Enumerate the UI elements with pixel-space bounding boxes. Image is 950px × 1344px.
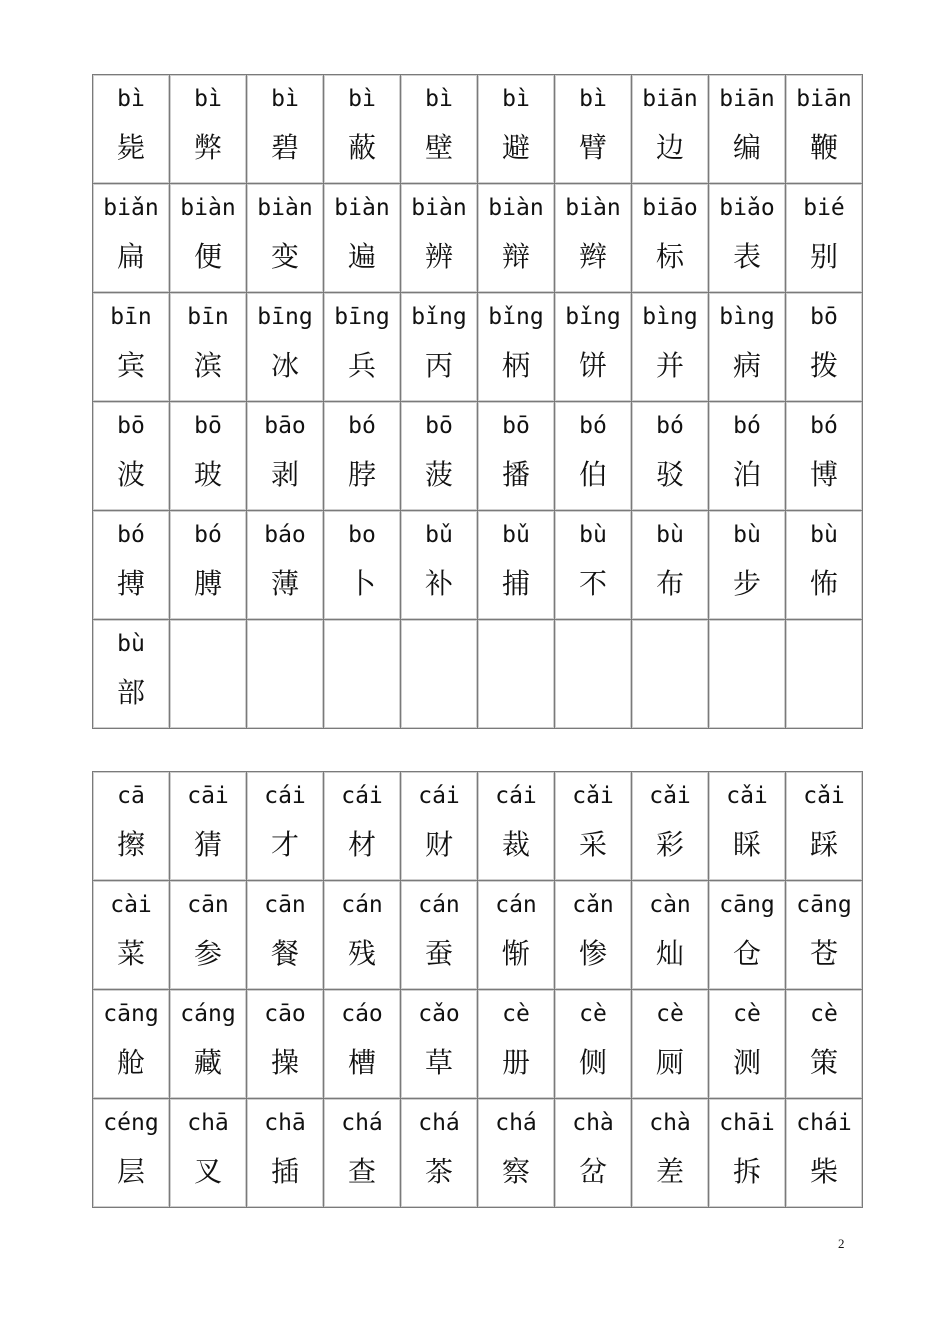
pinyin-text: bó (579, 413, 607, 439)
pinyin-text: bì (425, 86, 453, 112)
pinyin-text: biàn (411, 195, 467, 221)
character-cell (170, 402, 247, 511)
character-cell (709, 184, 786, 293)
character-cell (555, 293, 632, 402)
hanzi-character: 舱 (116, 1046, 145, 1079)
hanzi-character: 编 (732, 131, 761, 164)
character-cell (247, 184, 324, 293)
pinyin-text: bǔ (425, 522, 453, 548)
pinyin-text: chá (341, 1110, 383, 1136)
hanzi-character: 差 (655, 1155, 684, 1188)
hanzi-character: 卜 (347, 567, 376, 600)
character-cell (247, 1099, 324, 1208)
character-cell (632, 511, 709, 620)
character-cell (93, 1099, 170, 1208)
character-cell (401, 184, 478, 293)
table-row (93, 990, 863, 1099)
hanzi-character: 博 (809, 458, 838, 491)
character-cell (555, 402, 632, 511)
hanzi-character: 采 (578, 828, 607, 861)
hanzi-character: 遍 (347, 240, 376, 273)
hanzi-character: 捕 (501, 567, 530, 600)
hanzi-character: 宾 (116, 349, 145, 382)
pinyin-text: cǎi (726, 783, 768, 809)
table-row (93, 881, 863, 990)
character-cell (478, 990, 555, 1099)
character-cell (401, 511, 478, 620)
pinyin-text: bǐng (488, 304, 544, 330)
pinyin-text: cái (418, 783, 460, 809)
pinyin-text: cǎi (649, 783, 691, 809)
hanzi-character: 变 (270, 240, 299, 273)
character-cell (478, 293, 555, 402)
character-cell (786, 772, 863, 881)
hanzi-character: 辩 (501, 240, 530, 273)
hanzi-character: 柴 (809, 1155, 838, 1188)
pinyin-text: bù (579, 522, 607, 548)
character-cell (478, 511, 555, 620)
hanzi-character: 菠 (424, 458, 453, 491)
hanzi-character: 脖 (347, 458, 376, 491)
pinyin-text: bǐng (411, 304, 467, 330)
pinyin-text: bo (348, 522, 376, 548)
character-cell (401, 402, 478, 511)
hanzi-character: 惭 (501, 937, 530, 970)
character-cell (632, 402, 709, 511)
character-cell (93, 511, 170, 620)
hanzi-character: 边 (655, 131, 684, 164)
character-cell (401, 293, 478, 402)
pinyin-text: cè (579, 1001, 607, 1027)
pinyin-text: biǎo (719, 195, 775, 221)
hanzi-character: 饼 (578, 349, 607, 382)
character-cell (247, 772, 324, 881)
pinyin-text: cái (341, 783, 383, 809)
character-cell (401, 772, 478, 881)
character-cell (632, 620, 709, 729)
pinyin-text: cè (502, 1001, 530, 1027)
hanzi-character: 拨 (809, 349, 838, 382)
pinyin-text: biān (719, 86, 775, 112)
hanzi-character: 测 (732, 1046, 761, 1079)
pinyin-text: cán (418, 892, 460, 918)
character-cell (93, 881, 170, 990)
pinyin-text: bù (117, 631, 145, 657)
character-cell (478, 881, 555, 990)
character-cell (247, 402, 324, 511)
pinyin-text: cāng (719, 892, 775, 918)
pinyin-text: biàn (488, 195, 544, 221)
pinyin-text: cáo (341, 1001, 383, 1027)
pinyin-table-b (92, 74, 863, 729)
table-row (93, 75, 863, 184)
pinyin-text: céng (103, 1110, 159, 1136)
hanzi-character: 便 (193, 240, 222, 273)
character-cell (632, 1099, 709, 1208)
character-cell (247, 511, 324, 620)
hanzi-character: 剥 (270, 458, 299, 491)
hanzi-character: 怖 (809, 567, 838, 600)
pinyin-text: biàn (565, 195, 621, 221)
character-cell (401, 881, 478, 990)
character-cell (478, 772, 555, 881)
character-cell (478, 1099, 555, 1208)
character-cell (709, 990, 786, 1099)
pinyin-text: bō (502, 413, 530, 439)
pinyin-text: chā (264, 1110, 306, 1136)
pinyin-text: bì (117, 86, 145, 112)
hanzi-character: 藏 (193, 1046, 222, 1079)
pinyin-text: cán (495, 892, 537, 918)
character-cell (170, 75, 247, 184)
hanzi-character: 伯 (578, 458, 607, 491)
hanzi-character: 叉 (193, 1155, 222, 1188)
pinyin-text: bù (810, 522, 838, 548)
pinyin-text: bìng (642, 304, 698, 330)
character-cell (170, 772, 247, 881)
table-row (93, 1099, 863, 1208)
character-cell (170, 990, 247, 1099)
pinyin-text: bié (803, 195, 845, 221)
pinyin-text: bó (348, 413, 376, 439)
pinyin-text: bù (656, 522, 684, 548)
character-cell (324, 511, 401, 620)
character-cell (247, 990, 324, 1099)
character-cell (786, 184, 863, 293)
character-cell (170, 620, 247, 729)
character-cell (555, 990, 632, 1099)
character-cell (786, 620, 863, 729)
character-cell (170, 293, 247, 402)
hanzi-character: 猜 (193, 828, 222, 861)
hanzi-character: 册 (501, 1046, 530, 1079)
character-cell (786, 881, 863, 990)
pinyin-text: bìng (719, 304, 775, 330)
pinyin-text: biàn (257, 195, 313, 221)
character-cell (93, 620, 170, 729)
character-cell (709, 293, 786, 402)
character-cell (93, 990, 170, 1099)
pinyin-text: chā (187, 1110, 229, 1136)
hanzi-character: 泊 (732, 458, 761, 491)
pinyin-text: bǐng (565, 304, 621, 330)
character-cell (170, 184, 247, 293)
pinyin-text: bō (425, 413, 453, 439)
hanzi-character: 层 (116, 1155, 145, 1188)
pinyin-text: bù (733, 522, 761, 548)
hanzi-character: 岔 (578, 1155, 607, 1188)
pinyin-text: cán (341, 892, 383, 918)
pinyin-text: bāo (264, 413, 306, 439)
hanzi-character: 别 (809, 240, 838, 273)
hanzi-character: 部 (116, 676, 145, 709)
hanzi-character: 毙 (116, 131, 145, 164)
pinyin-text: chá (418, 1110, 460, 1136)
hanzi-character: 并 (655, 349, 684, 382)
hanzi-character: 柄 (501, 349, 530, 382)
character-cell (786, 75, 863, 184)
hanzi-character: 滨 (193, 349, 222, 382)
character-cell (170, 1099, 247, 1208)
hanzi-character: 冰 (270, 349, 299, 382)
character-cell (93, 772, 170, 881)
hanzi-character: 布 (655, 567, 684, 600)
character-cell (786, 1099, 863, 1208)
table-row (93, 402, 863, 511)
pinyin-text: bō (194, 413, 222, 439)
character-cell (632, 772, 709, 881)
character-cell (709, 75, 786, 184)
character-cell (709, 881, 786, 990)
hanzi-character: 丙 (424, 349, 453, 382)
pinyin-text: cè (733, 1001, 761, 1027)
character-cell (478, 620, 555, 729)
pinyin-text: bó (656, 413, 684, 439)
pinyin-text: cái (495, 783, 537, 809)
pinyin-text: biàn (180, 195, 236, 221)
pinyin-text: cāng (796, 892, 852, 918)
table-row (93, 293, 863, 402)
hanzi-character: 侧 (578, 1046, 607, 1079)
hanzi-character: 扁 (116, 240, 145, 273)
pinyin-table-c (92, 771, 863, 1208)
character-cell (93, 184, 170, 293)
character-cell (555, 75, 632, 184)
table-row (93, 511, 863, 620)
character-cell (247, 620, 324, 729)
pinyin-text: bīn (110, 304, 152, 330)
pinyin-text: cǎo (418, 1001, 460, 1027)
character-cell (555, 881, 632, 990)
character-cell (786, 511, 863, 620)
hanzi-character: 草 (424, 1046, 453, 1079)
character-cell (93, 293, 170, 402)
hanzi-character: 搏 (116, 567, 145, 600)
pinyin-text: chà (649, 1110, 691, 1136)
character-cell (247, 75, 324, 184)
character-cell (555, 1099, 632, 1208)
pinyin-text: bì (194, 86, 222, 112)
pinyin-text: cāng (103, 1001, 159, 1027)
hanzi-character: 表 (732, 240, 761, 273)
character-cell (632, 881, 709, 990)
hanzi-character: 残 (347, 937, 376, 970)
hanzi-character: 病 (732, 349, 761, 382)
hanzi-character: 策 (809, 1046, 838, 1079)
character-cell (632, 75, 709, 184)
hanzi-character: 壁 (424, 131, 453, 164)
character-cell (709, 1099, 786, 1208)
hanzi-character: 睬 (732, 828, 761, 861)
hanzi-character: 辫 (578, 240, 607, 273)
pinyin-text: chá (495, 1110, 537, 1136)
page-number: 2 (838, 1236, 845, 1251)
pinyin-text: chà (572, 1110, 614, 1136)
character-cell (478, 184, 555, 293)
character-cell (478, 402, 555, 511)
character-cell (324, 881, 401, 990)
pinyin-text: bō (117, 413, 145, 439)
pinyin-text: cài (110, 892, 152, 918)
hanzi-character: 鞭 (809, 131, 838, 164)
pinyin-text: bì (579, 86, 607, 112)
character-cell (709, 620, 786, 729)
character-cell (478, 75, 555, 184)
character-cell (170, 511, 247, 620)
character-cell (93, 402, 170, 511)
hanzi-character: 餐 (270, 937, 299, 970)
hanzi-character: 蚕 (424, 937, 453, 970)
hanzi-character: 兵 (347, 349, 376, 382)
character-cell (247, 881, 324, 990)
hanzi-character: 仓 (732, 937, 761, 970)
pinyin-text: bǔ (502, 522, 530, 548)
pinyin-text: cāo (264, 1001, 306, 1027)
character-cell (247, 293, 324, 402)
character-cell (786, 402, 863, 511)
pinyin-text: cān (187, 892, 229, 918)
hanzi-character: 不 (578, 567, 607, 600)
character-cell (324, 75, 401, 184)
hanzi-character: 察 (501, 1155, 530, 1188)
hanzi-character: 补 (424, 567, 453, 600)
character-cell (786, 293, 863, 402)
pinyin-text: bó (117, 522, 145, 548)
hanzi-character: 插 (270, 1155, 299, 1188)
pinyin-text: biǎn (103, 195, 159, 221)
pinyin-text: cā (117, 783, 145, 809)
hanzi-character: 裁 (501, 828, 530, 861)
character-cell (401, 75, 478, 184)
character-cell (555, 620, 632, 729)
pinyin-text: chāi (719, 1110, 775, 1136)
hanzi-character: 茶 (424, 1155, 453, 1188)
pinyin-text: bīng (334, 304, 390, 330)
pinyin-text: cái (264, 783, 306, 809)
character-cell (401, 990, 478, 1099)
hanzi-character: 操 (270, 1046, 299, 1079)
hanzi-character: 波 (116, 458, 145, 491)
pinyin-text: bīng (257, 304, 313, 330)
pinyin-text: biàn (334, 195, 390, 221)
character-cell (709, 772, 786, 881)
hanzi-character: 拆 (732, 1155, 761, 1188)
pinyin-text: bì (502, 86, 530, 112)
hanzi-character: 弊 (193, 131, 222, 164)
pinyin-text: biāo (642, 195, 698, 221)
character-cell (555, 511, 632, 620)
hanzi-character: 参 (193, 937, 222, 970)
pinyin-text: chái (796, 1110, 852, 1136)
pinyin-text: cān (264, 892, 306, 918)
pinyin-text: càn (649, 892, 691, 918)
pinyin-text: bó (194, 522, 222, 548)
character-cell (401, 620, 478, 729)
character-cell (324, 990, 401, 1099)
pinyin-text: bīn (187, 304, 229, 330)
hanzi-character: 灿 (655, 937, 684, 970)
hanzi-character: 擦 (116, 828, 145, 861)
hanzi-character: 槽 (347, 1046, 376, 1079)
table-row (93, 772, 863, 881)
hanzi-character: 步 (732, 567, 761, 600)
hanzi-character: 材 (347, 828, 376, 861)
character-cell (555, 772, 632, 881)
hanzi-character: 避 (501, 131, 530, 164)
pinyin-text: biān (796, 86, 852, 112)
character-cell (324, 772, 401, 881)
character-cell (324, 1099, 401, 1208)
pinyin-text: cè (810, 1001, 838, 1027)
hanzi-character: 查 (347, 1155, 376, 1188)
hanzi-character: 厕 (655, 1046, 684, 1079)
hanzi-character: 标 (655, 240, 684, 273)
character-cell (324, 620, 401, 729)
hanzi-character: 膊 (193, 567, 222, 600)
pinyin-text: cǎn (572, 892, 614, 918)
character-cell (324, 184, 401, 293)
pinyin-text: bó (733, 413, 761, 439)
character-cell (786, 990, 863, 1099)
character-cell (170, 881, 247, 990)
pinyin-text: cǎi (803, 783, 845, 809)
hanzi-character: 播 (501, 458, 530, 491)
hanzi-character: 彩 (655, 828, 684, 861)
pinyin-text: cǎi (572, 783, 614, 809)
hanzi-character: 踩 (809, 828, 838, 861)
character-cell (632, 990, 709, 1099)
pinyin-text: bó (810, 413, 838, 439)
pinyin-text: cáng (180, 1001, 236, 1027)
character-cell (555, 184, 632, 293)
hanzi-character: 臂 (578, 131, 607, 164)
pinyin-text: cāi (187, 783, 229, 809)
hanzi-character: 财 (424, 828, 453, 861)
hanzi-character: 碧 (270, 131, 299, 164)
character-cell (401, 1099, 478, 1208)
pinyin-text: bì (271, 86, 299, 112)
hanzi-character: 菜 (116, 937, 145, 970)
character-cell (324, 293, 401, 402)
hanzi-character: 才 (270, 828, 299, 861)
hanzi-character: 惨 (578, 937, 607, 970)
table-row (93, 620, 863, 729)
character-cell (632, 293, 709, 402)
pinyin-text: cè (656, 1001, 684, 1027)
pinyin-text: báo (264, 522, 306, 548)
hanzi-character: 驳 (655, 458, 684, 491)
hanzi-character: 辨 (424, 240, 453, 273)
hanzi-character: 苍 (809, 937, 838, 970)
character-cell (709, 511, 786, 620)
table-row (93, 184, 863, 293)
hanzi-character: 玻 (193, 458, 222, 491)
character-cell (709, 402, 786, 511)
pinyin-text: bì (348, 86, 376, 112)
hanzi-character: 蔽 (347, 131, 376, 164)
pinyin-text: biān (642, 86, 698, 112)
character-cell (93, 75, 170, 184)
character-cell (324, 402, 401, 511)
character-cell (632, 184, 709, 293)
hanzi-character: 薄 (270, 567, 299, 600)
pinyin-text: bō (810, 304, 838, 330)
